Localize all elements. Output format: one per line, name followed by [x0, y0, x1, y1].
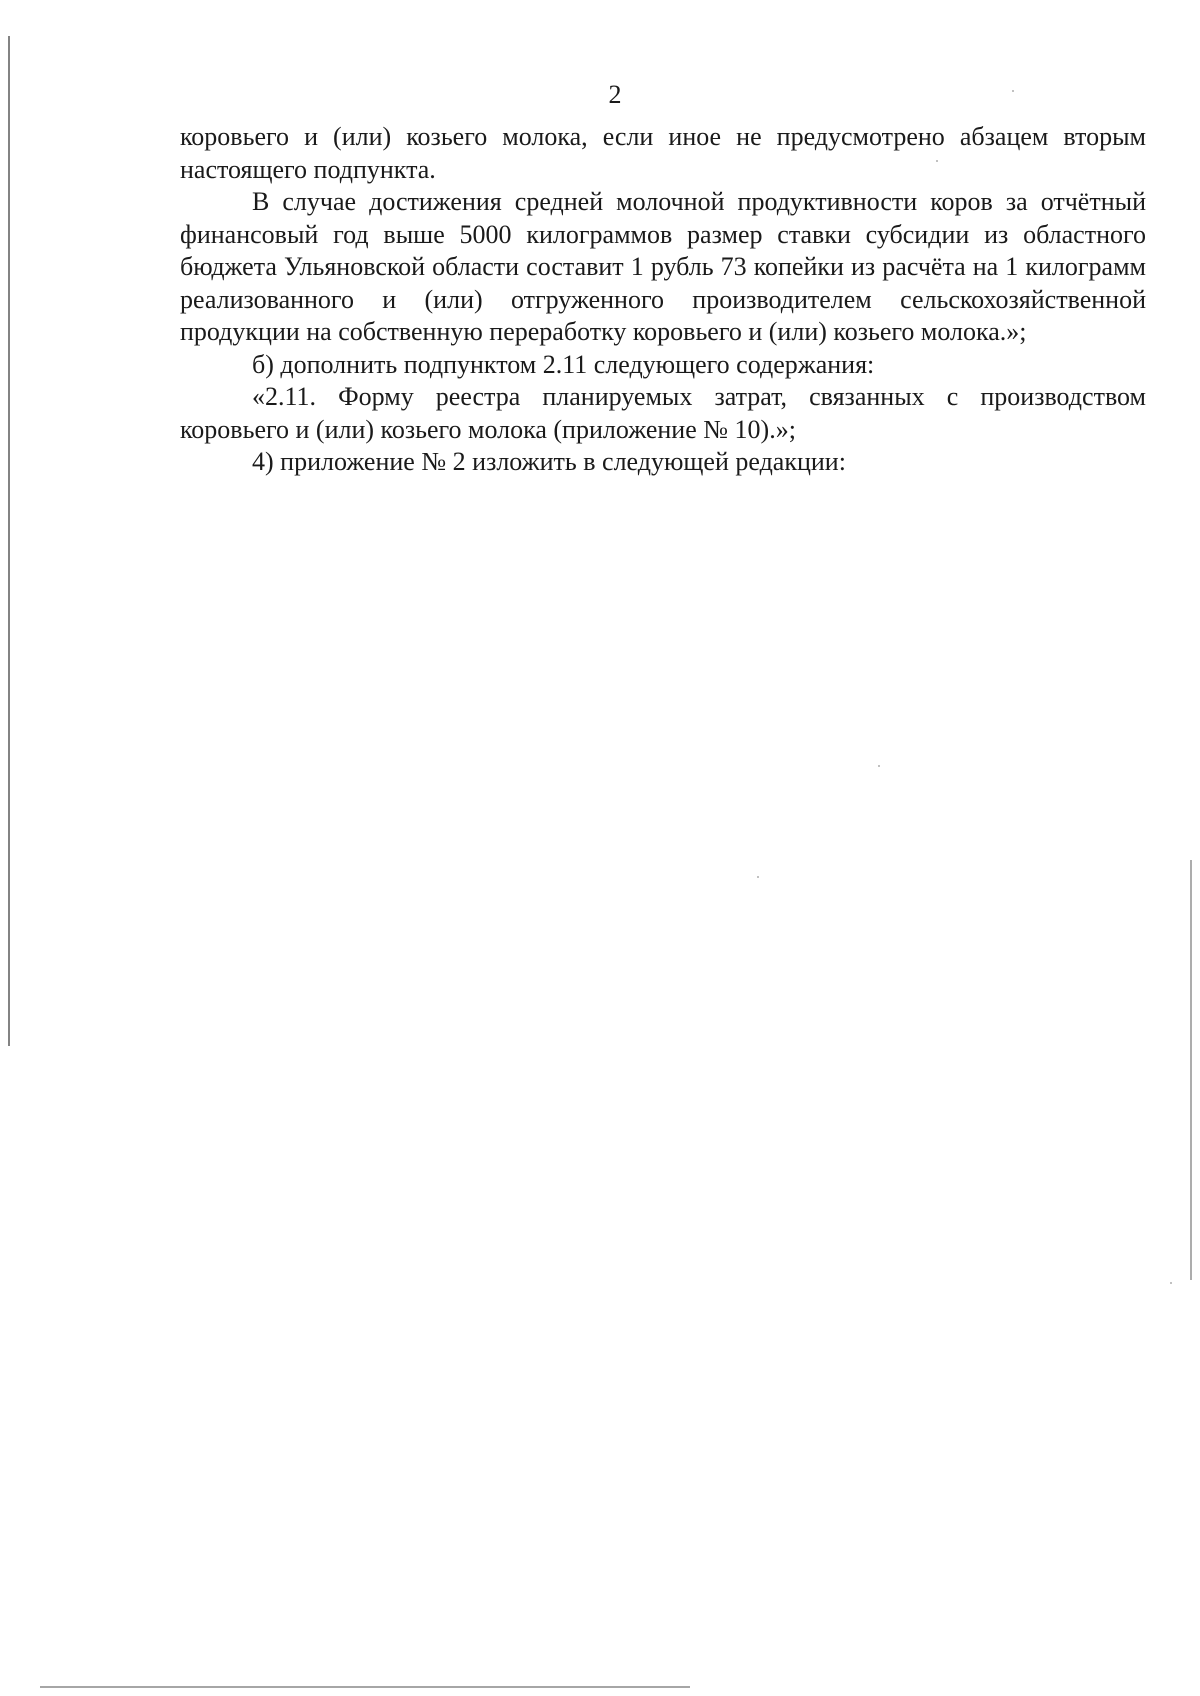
scan-speck: [878, 765, 880, 767]
scan-speck: [1170, 1282, 1172, 1284]
paragraph-amendment-4: 4) приложение № 2 изложить в следующей редакции:: [252, 447, 846, 476]
scan-speck: [757, 876, 759, 878]
paragraph-continuation: коровьего и (или) козьего молока, если иное не предусмотрено абзацем вторым настоящего подпункта.: [180, 122, 1146, 184]
scan-edge-bottom: [40, 1686, 690, 1688]
paragraph-subsidy-rate: В случае достижения средней молочной продуктивности коров за отчётный финансовый год выше 5000 килограммов размер ставки субсидии из областного бюджета Ульяновской области составит 1 рубль 73 копейки из расчёта на 1 килограмм реализованного и (или) отгруженного производителем сельскохозяйственной продукции на собственную переработку коровьего и (или) козьего молока.»;: [180, 187, 1146, 346]
document-body: [180, 121, 1146, 479]
scan-edge-left: [8, 36, 10, 1046]
scan-edge-right: [1190, 860, 1192, 1280]
page-number: 2: [608, 80, 622, 109]
paragraph-amendment-b: б) дополнить подпунктом 2.11 следующего содержания:: [252, 349, 875, 379]
paragraph-clause-2-11: «2.11. Форму реестра планируемых затрат, связанных с производством коровьего и (или) козьего молока (приложение № 10).»;: [180, 382, 1146, 444]
